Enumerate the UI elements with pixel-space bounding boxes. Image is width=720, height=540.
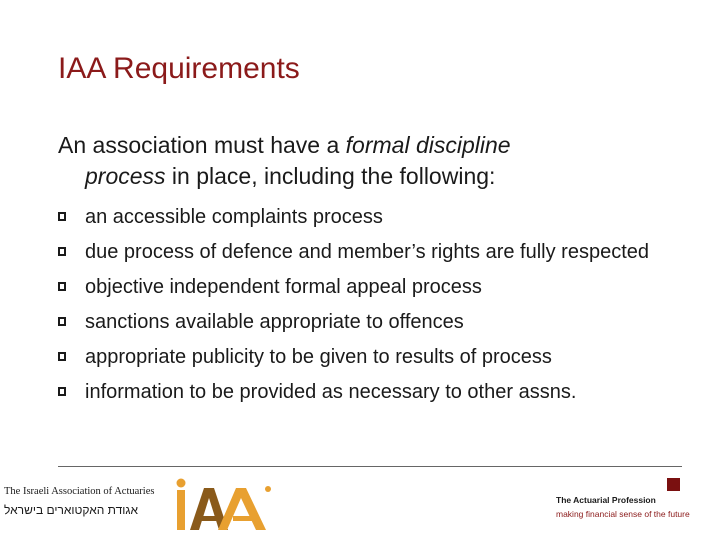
actuarial-profession-tagline: making financial sense of the future <box>556 509 690 519</box>
intro-italic-1: formal discipline <box>345 132 511 158</box>
logo-a2-bar <box>233 516 253 521</box>
logo-letter-i <box>177 490 185 530</box>
footer-divider <box>58 466 682 467</box>
bullet-icon <box>58 212 66 221</box>
intro-text-after: in place, including the following: <box>165 163 496 189</box>
israeli-association-label <box>4 486 169 517</box>
logo-dot <box>177 479 186 488</box>
requirements-list <box>58 202 698 412</box>
intro-line-2 <box>58 161 678 192</box>
logo-accent-dot <box>265 486 271 492</box>
bullet-icon <box>58 387 66 396</box>
bullet-icon <box>58 247 66 256</box>
bullet-text: an accessible complaints process <box>85 206 383 228</box>
bullet-text: sanctions available appropriate to offences <box>85 311 464 333</box>
bullet-text: due process of defence and member’s rights are fully respected <box>85 241 650 263</box>
bullet-icon <box>58 352 66 361</box>
logo-letter-a2 <box>218 488 266 530</box>
bullet-text: appropriate publicity to be given to results of process <box>85 346 552 368</box>
logo-a1-bar <box>200 516 218 521</box>
list-item <box>58 307 698 337</box>
list-item <box>58 272 698 302</box>
intro-italic-2: process <box>85 163 166 189</box>
bullet-text: objective independent formal appeal process <box>85 276 482 298</box>
actuarial-profession-name: The Actuarial Profession <box>556 495 656 505</box>
list-item <box>58 377 698 407</box>
slide-title: IAA Requirements <box>58 52 300 85</box>
intro-paragraph <box>58 130 678 192</box>
bullet-text: information to be provided as necessary to other assns. <box>85 381 577 403</box>
iaa-logo <box>170 476 274 532</box>
bullet-icon <box>58 317 66 326</box>
association-name-english: The Israeli Association of Actuaries <box>4 486 155 497</box>
list-item <box>58 342 698 372</box>
brand-square-icon <box>667 478 680 491</box>
list-item <box>58 237 698 267</box>
bullet-icon <box>58 282 66 291</box>
association-name-hebrew: אגודת האקטוארים בישראל <box>4 503 138 517</box>
list-item <box>58 202 698 232</box>
intro-text-before: An association must have a <box>58 132 346 158</box>
